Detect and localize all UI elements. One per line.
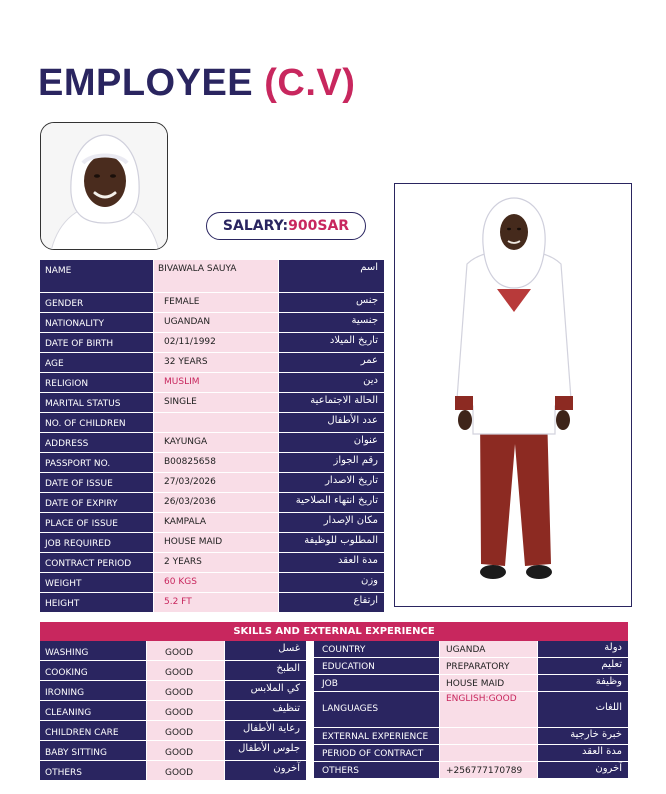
table-row	[314, 745, 628, 762]
exp-label-ar: دولة	[537, 641, 628, 658]
title-accent: (C.V)	[264, 62, 356, 104]
personal-info-table	[40, 260, 384, 613]
skill-value: GOOD	[146, 701, 224, 721]
table-row	[314, 762, 628, 779]
skill-label-en: CHILDREN CARE	[40, 721, 146, 741]
value-cell: 26/03/2036	[153, 493, 278, 513]
label-ar: مدة العقد	[278, 553, 384, 573]
table-row	[40, 573, 384, 593]
label-ar: تاريخ الاصدار	[278, 473, 384, 493]
table-row	[40, 661, 306, 681]
exp-label-en: COUNTRY	[314, 641, 439, 658]
exp-label-en: LANGUAGES	[314, 692, 439, 728]
table-row	[40, 393, 384, 413]
skill-label-en: OTHERS	[40, 761, 146, 781]
skill-label-en: WASHING	[40, 641, 146, 661]
table-row	[40, 413, 384, 433]
label-ar: عدد الأطفال	[278, 413, 384, 433]
value-cell: HOUSE MAID	[153, 533, 278, 553]
label-en: DATE OF ISSUE	[40, 473, 153, 493]
title-main: EMPLOYEE	[38, 62, 254, 104]
label-ar: رقم الجواز	[278, 453, 384, 473]
value-cell: B00825658	[153, 453, 278, 473]
skills-section-title: SKILLS AND EXTERNAL EXPERIENCE	[40, 622, 628, 641]
table-row	[314, 641, 628, 658]
label-en: NO. OF CHILDREN	[40, 413, 153, 433]
label-en: JOB REQUIRED	[40, 533, 153, 553]
value-cell	[153, 413, 278, 433]
value-cell: FEMALE	[153, 293, 278, 313]
exp-label-ar: اللغات	[537, 692, 628, 728]
label-ar: تاريخ الميلاد	[278, 333, 384, 353]
table-row	[40, 353, 384, 373]
exp-value	[439, 728, 537, 745]
table-row	[314, 728, 628, 745]
skill-label-en: COOKING	[40, 661, 146, 681]
exp-label-en: OTHERS	[314, 762, 439, 779]
skill-label-en: CLEANING	[40, 701, 146, 721]
table-row	[40, 641, 306, 661]
skill-value: GOOD	[146, 681, 224, 701]
exp-label-ar: خبرة خارجية	[537, 728, 628, 745]
skill-label-ar: رعاية الأطفال	[224, 721, 306, 741]
skill-value: GOOD	[146, 761, 224, 781]
exp-label-en: EDUCATION	[314, 658, 439, 675]
label-en: GENDER	[40, 293, 153, 313]
label-ar: دين	[278, 373, 384, 393]
label-en: PLACE OF ISSUE	[40, 513, 153, 533]
value-cell: KAMPALA	[153, 513, 278, 533]
value-cell: 02/11/1992	[153, 333, 278, 353]
skill-label-ar: غسل	[224, 641, 306, 661]
label-en: DATE OF BIRTH	[40, 333, 153, 353]
table-row	[40, 681, 306, 701]
table-row	[40, 721, 306, 741]
skill-value: GOOD	[146, 721, 224, 741]
value-cell: 32 YEARS	[153, 353, 278, 373]
value-cell: MUSLIM	[153, 373, 278, 393]
label-ar: وزن	[278, 573, 384, 593]
value-cell: 60 KGS	[153, 573, 278, 593]
table-row	[40, 701, 306, 721]
exp-label-en: PERIOD OF CONTRACT	[314, 745, 439, 762]
exp-label-ar: آخرون	[537, 762, 628, 779]
table-row	[40, 493, 384, 513]
value-cell: BIVAWALA SAUYA	[153, 260, 278, 293]
label-en: MARITAL STATUS	[40, 393, 153, 413]
exp-label-en: JOB	[314, 675, 439, 692]
value-cell: 27/03/2026	[153, 473, 278, 493]
table-row	[40, 761, 306, 781]
label-ar: جنس	[278, 293, 384, 313]
value-cell: 5.2 FT	[153, 593, 278, 613]
table-row	[314, 675, 628, 692]
label-en: AGE	[40, 353, 153, 373]
skill-label-ar: آخرون	[224, 761, 306, 781]
page-title	[38, 62, 355, 105]
exp-label-en: EXTERNAL EXPERIENCE	[314, 728, 439, 745]
label-en: WEIGHT	[40, 573, 153, 593]
table-row	[40, 453, 384, 473]
label-en: NAME	[40, 260, 153, 293]
label-en: ADDRESS	[40, 433, 153, 453]
value-cell: KAYUNGA	[153, 433, 278, 453]
exp-value: UGANDA	[439, 641, 537, 658]
table-row	[40, 333, 384, 353]
skill-value: GOOD	[146, 741, 224, 761]
table-row	[40, 260, 384, 293]
table-row	[40, 433, 384, 453]
label-en: HEIGHT	[40, 593, 153, 613]
label-ar: ارتفاع	[278, 593, 384, 613]
skill-label-ar: الطبخ	[224, 661, 306, 681]
salary-value: 900SAR	[288, 218, 350, 234]
label-en: NATIONALITY	[40, 313, 153, 333]
label-ar: عمر	[278, 353, 384, 373]
table-row	[314, 658, 628, 675]
table-row	[40, 373, 384, 393]
table-row	[314, 692, 628, 728]
skill-label-ar: تنظيف	[224, 701, 306, 721]
table-row	[40, 513, 384, 533]
value-cell: SINGLE	[153, 393, 278, 413]
skill-label-ar: جلوس الأطفال	[224, 741, 306, 761]
exp-value	[439, 745, 537, 762]
skill-label-en: IRONING	[40, 681, 146, 701]
salary-badge	[206, 212, 366, 240]
label-ar: الحالة الاجتماعية	[278, 393, 384, 413]
skills-table	[40, 641, 306, 781]
table-row	[40, 593, 384, 613]
label-en: DATE OF EXPIRY	[40, 493, 153, 513]
table-row	[40, 533, 384, 553]
label-ar: اسم	[278, 260, 384, 293]
skill-value: GOOD	[146, 641, 224, 661]
table-row	[40, 741, 306, 761]
table-row	[40, 313, 384, 333]
experience-table	[314, 641, 628, 779]
exp-value	[439, 692, 537, 728]
full-body-photo	[394, 183, 632, 607]
portrait-photo	[40, 122, 168, 250]
table-row	[40, 293, 384, 313]
table-row	[40, 473, 384, 493]
skill-label-en: BABY SITTING	[40, 741, 146, 761]
label-en: CONTRACT PERIOD	[40, 553, 153, 573]
label-en: PASSPORT NO.	[40, 453, 153, 473]
exp-label-ar: وظيفة	[537, 675, 628, 692]
exp-value: PREPARATORY	[439, 658, 537, 675]
exp-label-ar: مدة العقد	[537, 745, 628, 762]
exp-label-ar: تعليم	[537, 658, 628, 675]
table-row	[40, 553, 384, 573]
skill-label-ar: كي الملابس	[224, 681, 306, 701]
value-cell: UGANDAN	[153, 313, 278, 333]
value-cell: 2 YEARS	[153, 553, 278, 573]
skill-value: GOOD	[146, 661, 224, 681]
exp-value: +256777170789	[439, 762, 537, 779]
exp-value: HOUSE MAID	[439, 675, 537, 692]
label-ar: جنسية	[278, 313, 384, 333]
label-ar: المطلوب للوظيفة	[278, 533, 384, 553]
label-ar: تاريخ انتهاء الصلاحية	[278, 493, 384, 513]
label-ar: عنوان	[278, 433, 384, 453]
salary-label: SALARY:	[222, 218, 289, 234]
label-en: RELIGION	[40, 373, 153, 393]
label-ar: مكان الإصدار	[278, 513, 384, 533]
languages-value: ENGLISH:GOOD	[446, 694, 517, 704]
